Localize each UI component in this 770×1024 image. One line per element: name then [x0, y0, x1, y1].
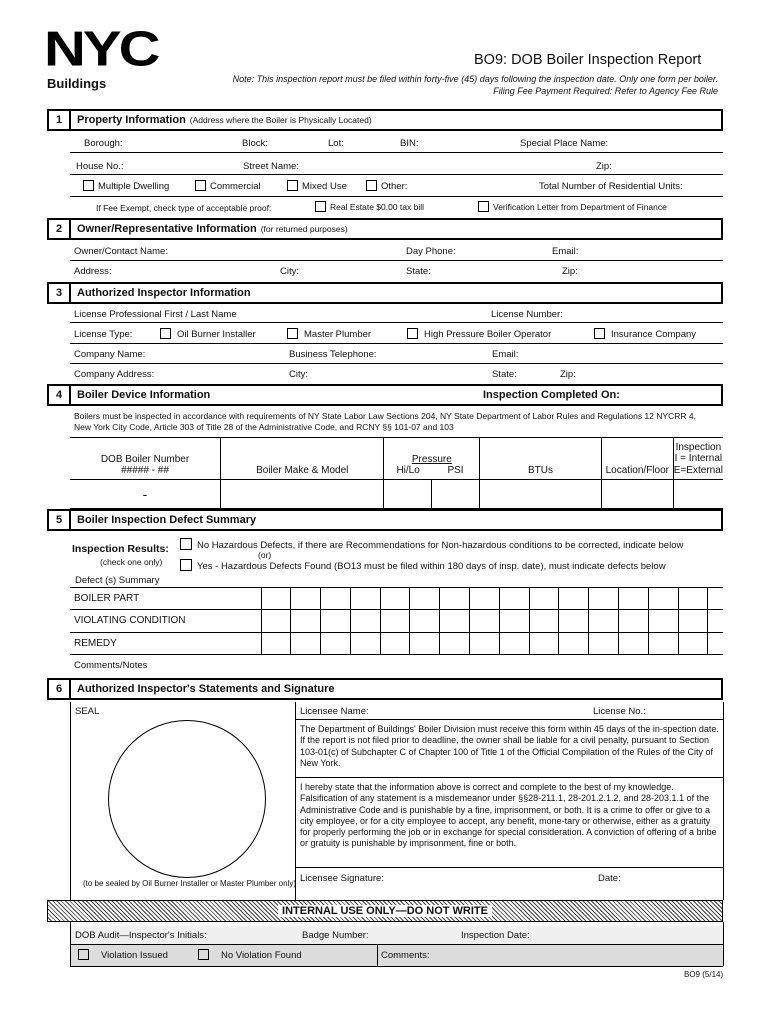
section-number: 5: [49, 511, 71, 529]
requirements-line-1: Boilers must be inspected in accordance with requirements of NY State Labor Law Sections 204, NY State Department of Labor Rules and Regulations 12 NYCRR 4,: [74, 411, 696, 421]
house-no-field[interactable]: House No.:: [76, 161, 124, 172]
divider: [70, 322, 723, 323]
comments-notes-field[interactable]: Comments/Notes: [74, 660, 148, 671]
master-plumber-checkbox[interactable]: Master Plumber: [287, 328, 371, 340]
btus-input[interactable]: [480, 480, 602, 509]
oil-burner-checkbox[interactable]: Oil Burner Installer: [160, 328, 256, 340]
checkbox-box: [198, 949, 209, 960]
owner-state-field[interactable]: State:: [406, 266, 431, 277]
defect-summary-table: [70, 587, 723, 655]
residential-units-field[interactable]: Total Number of Residential Units:: [539, 181, 683, 192]
mixed-use-checkbox[interactable]: Mixed Use: [287, 180, 347, 192]
col-pressure: Pressure Hi/Lo PSI: [384, 438, 480, 480]
checkbox-box[interactable]: [407, 328, 418, 339]
section-3-header: [47, 282, 723, 304]
violation-issued-checkbox: Violation Issued: [78, 949, 168, 961]
defect-row-label: VIOLATING CONDITION: [70, 610, 261, 632]
licensee-signature-field[interactable]: Licensee Signature:: [300, 873, 384, 884]
defect-row-label: REMEDY: [70, 632, 261, 654]
checkbox-box: [78, 949, 89, 960]
or-label: (or): [258, 550, 272, 560]
internal-use-label: INTERNAL USE ONLY—DO NOT WRITE: [48, 905, 722, 917]
check-one-note: (check one only): [100, 557, 163, 567]
special-place-field[interactable]: Special Place Name:: [520, 138, 609, 149]
other-checkbox[interactable]: Other:: [366, 180, 407, 192]
fee-exempt-label: If Fee Exempt, check type of acceptable proof:: [96, 203, 272, 213]
divider: [70, 174, 723, 175]
location-input[interactable]: [601, 480, 673, 509]
seal-label: SEAL: [75, 706, 100, 717]
checkbox-box[interactable]: [478, 201, 489, 212]
section-6-header: [47, 678, 723, 700]
yes-hazardous-checkbox[interactable]: Yes - Hazardous Defects Found (BO13 must be filed within 180 days of insp. date), must indicate defects below: [180, 559, 666, 572]
boiler-device-table: [70, 437, 723, 509]
hilo-input[interactable]: [384, 480, 432, 508]
licensee-name-field[interactable]: Licensee Name:: [300, 706, 369, 717]
zip-field[interactable]: Zip:: [596, 161, 612, 172]
divider: [70, 702, 71, 900]
checkbox-box[interactable]: [315, 201, 326, 212]
section-5-header: [47, 509, 723, 531]
checkbox-box[interactable]: [83, 180, 94, 191]
section-4-header: [47, 384, 723, 406]
lot-field[interactable]: Lot:: [328, 138, 344, 149]
note-line-2: Filing Fee Payment Required: Refer to Agency Fee Rule: [493, 86, 718, 96]
checkbox-box[interactable]: [195, 180, 206, 191]
day-phone-field[interactable]: Day Phone:: [406, 246, 456, 257]
divider: [295, 702, 296, 900]
company-state-field[interactable]: State:: [492, 369, 517, 380]
business-phone-field[interactable]: Business Telephone:: [289, 349, 377, 360]
filing-deadline-statement: The Department of Buildings' Boiler Division must receive this form within 45 days of the in-spection date. If the report is not filed prior to deadline, the owner shall be liable for a civil penalty, pursuant to Section 103-01(c) of Subchapter C of Chapter 100 of Title 1 of the Official Compilation of the Rules of the City of New York.: [300, 724, 719, 768]
section-title: Boiler Device Information: [77, 389, 211, 401]
section-number: 6: [49, 680, 71, 698]
license-no-field[interactable]: License No.:: [593, 706, 646, 717]
inspection-date-field: Inspection Date:: [461, 930, 530, 941]
defect-summary-label: Defect (s) Summary: [75, 575, 160, 586]
license-number-field[interactable]: License Number:: [491, 309, 563, 320]
checkbox-box[interactable]: [160, 328, 171, 339]
checkbox-box[interactable]: [594, 328, 605, 339]
form-code: BO9 (5/14): [684, 970, 724, 979]
company-city-field[interactable]: City:: [289, 369, 308, 380]
truthfulness-statement: I hereby state that the information above is correct and complete to the best of my knowledge. Falsification of any statement is a misdemeanor under §§28-211.1, 28-201.2.1.2, and 28-203.1.1 of the Administrative Code and is punishable by a fine, imprisonment, or both. It is a crime to offer or give to a city employee, or for a city employee to accept, any benefit, mone-tary or otherwise, either as a gratuity for properly performing the job or in exchange for special consideration. A conviction of offering of a bribe or gratuity is punishable by imprisonment, fine or both.: [300, 782, 717, 849]
badge-number-field: Badge Number:: [302, 930, 369, 941]
inspection-completed-label[interactable]: Inspection Completed On:: [483, 389, 620, 401]
section-title: Boiler Inspection Defect Summary: [77, 514, 257, 526]
owner-zip-field[interactable]: Zip:: [562, 266, 578, 277]
divider: [70, 152, 723, 153]
divider: [70, 363, 723, 364]
make-model-input[interactable]: [221, 480, 384, 509]
divider: [70, 196, 723, 197]
company-address-field[interactable]: Company Address:: [74, 369, 155, 380]
divider: [70, 966, 723, 967]
audit-initials-field: DOB Audit—Inspector's Initials:: [75, 930, 207, 941]
section-number: 3: [49, 284, 71, 302]
company-zip-field[interactable]: Zip:: [560, 369, 576, 380]
divider: [70, 343, 723, 344]
inspection-results-label: Inspection Results:: [72, 543, 169, 555]
verification-letter-checkbox[interactable]: Verification Letter from Department of Finance: [478, 201, 667, 212]
signature-date-field[interactable]: Date:: [598, 873, 621, 884]
street-name-field[interactable]: Street Name:: [243, 161, 299, 172]
bin-field[interactable]: BIN:: [400, 138, 419, 149]
checkbox-box[interactable]: [180, 559, 192, 571]
insurance-company-checkbox[interactable]: Insurance Company: [594, 328, 696, 340]
filing-note: [233, 73, 718, 97]
logo-buildings-text: Buildings: [47, 76, 107, 91]
boiler-number-input[interactable]: -: [70, 480, 221, 509]
defect-row-label: BOILER PART: [70, 588, 261, 610]
checkbox-box[interactable]: [287, 180, 298, 191]
inspection-type-input[interactable]: [673, 480, 723, 509]
col-dob-boiler-number: DOB Boiler Number ##### - ##: [70, 438, 221, 480]
col-inspection-type: Inspection I = Internal E=External: [673, 438, 723, 480]
real-estate-checkbox[interactable]: Real Estate $0.00 tax bill: [315, 201, 424, 212]
divider: [295, 719, 723, 720]
license-type-label: License Type:: [74, 329, 133, 340]
section-number: 2: [49, 220, 71, 238]
col-location: Location/Floor: [601, 438, 673, 480]
checkbox-box[interactable]: [287, 328, 298, 339]
multiple-dwelling-checkbox[interactable]: Multiple Dwelling: [83, 180, 169, 192]
section-number: 1: [49, 111, 71, 129]
divider: [70, 922, 71, 966]
high-pressure-checkbox[interactable]: High Pressure Boiler Operator: [407, 328, 551, 340]
company-name-field[interactable]: Company Name:: [74, 349, 146, 360]
license-name-field[interactable]: License Professional First / Last Name: [74, 309, 237, 320]
section-2-header: [47, 218, 723, 240]
owner-city-field[interactable]: City:: [280, 266, 299, 277]
block-field[interactable]: Block:: [242, 138, 268, 149]
section-1-header: [47, 109, 723, 131]
internal-use-banner: [47, 900, 723, 922]
divider: [723, 702, 724, 900]
section-title: Authorized Inspector Information: [77, 287, 251, 299]
seal-note: (to be sealed by Oil Burner Installer or Master Plumber only): [83, 879, 296, 888]
no-violation-checkbox: No Violation Found: [198, 949, 302, 961]
section-title: Property Information (Address where the Boiler is Physically Located): [77, 114, 372, 126]
seal-area[interactable]: [108, 720, 266, 878]
document-title: BO9: DOB Boiler Inspection Report: [474, 52, 702, 68]
checkbox-box[interactable]: [366, 180, 377, 191]
checkbox-box[interactable]: [180, 538, 192, 550]
owner-email-field[interactable]: Email:: [552, 246, 579, 257]
note-line-1: Note: This inspection report must be filed within forty-five (45) days following the inspection date. Only one form per boiler.: [232, 74, 718, 84]
commercial-checkbox[interactable]: Commercial: [195, 180, 261, 192]
requirements-line-2: New York City Code, Article 303 of Title 28 of the Administrative Code, and RCNY §§ 101-07 and 103: [74, 422, 454, 432]
owner-address-field[interactable]: Address:: [74, 266, 112, 277]
section-title: Authorized Inspector's Statements and Signature: [77, 683, 335, 695]
no-hazardous-checkbox[interactable]: No Hazardous Defects, if there are Recommendations for Non-hazardous conditions to be corrected, indicate below: [180, 538, 683, 551]
nyc-logo: NYC: [44, 21, 158, 77]
divider: [723, 922, 724, 966]
col-make-model: Boiler Make & Model: [221, 438, 384, 480]
divider: [295, 777, 723, 778]
internal-comments-field: Comments:: [381, 950, 430, 961]
psi-input[interactable]: [432, 480, 479, 508]
divider: [70, 944, 723, 945]
section-title: Owner/Representative Information (for returned purposes): [77, 223, 348, 235]
inspector-email-field[interactable]: Email:: [492, 349, 519, 360]
divider: [70, 260, 723, 261]
pressure-input[interactable]: [384, 480, 480, 509]
owner-name-field[interactable]: Owner/Contact Name:: [74, 246, 168, 257]
borough-field[interactable]: Borough:: [84, 138, 123, 149]
divider: [295, 867, 723, 868]
section-number: 4: [49, 386, 71, 404]
col-btus: BTUs: [480, 438, 602, 480]
divider: [377, 944, 378, 966]
